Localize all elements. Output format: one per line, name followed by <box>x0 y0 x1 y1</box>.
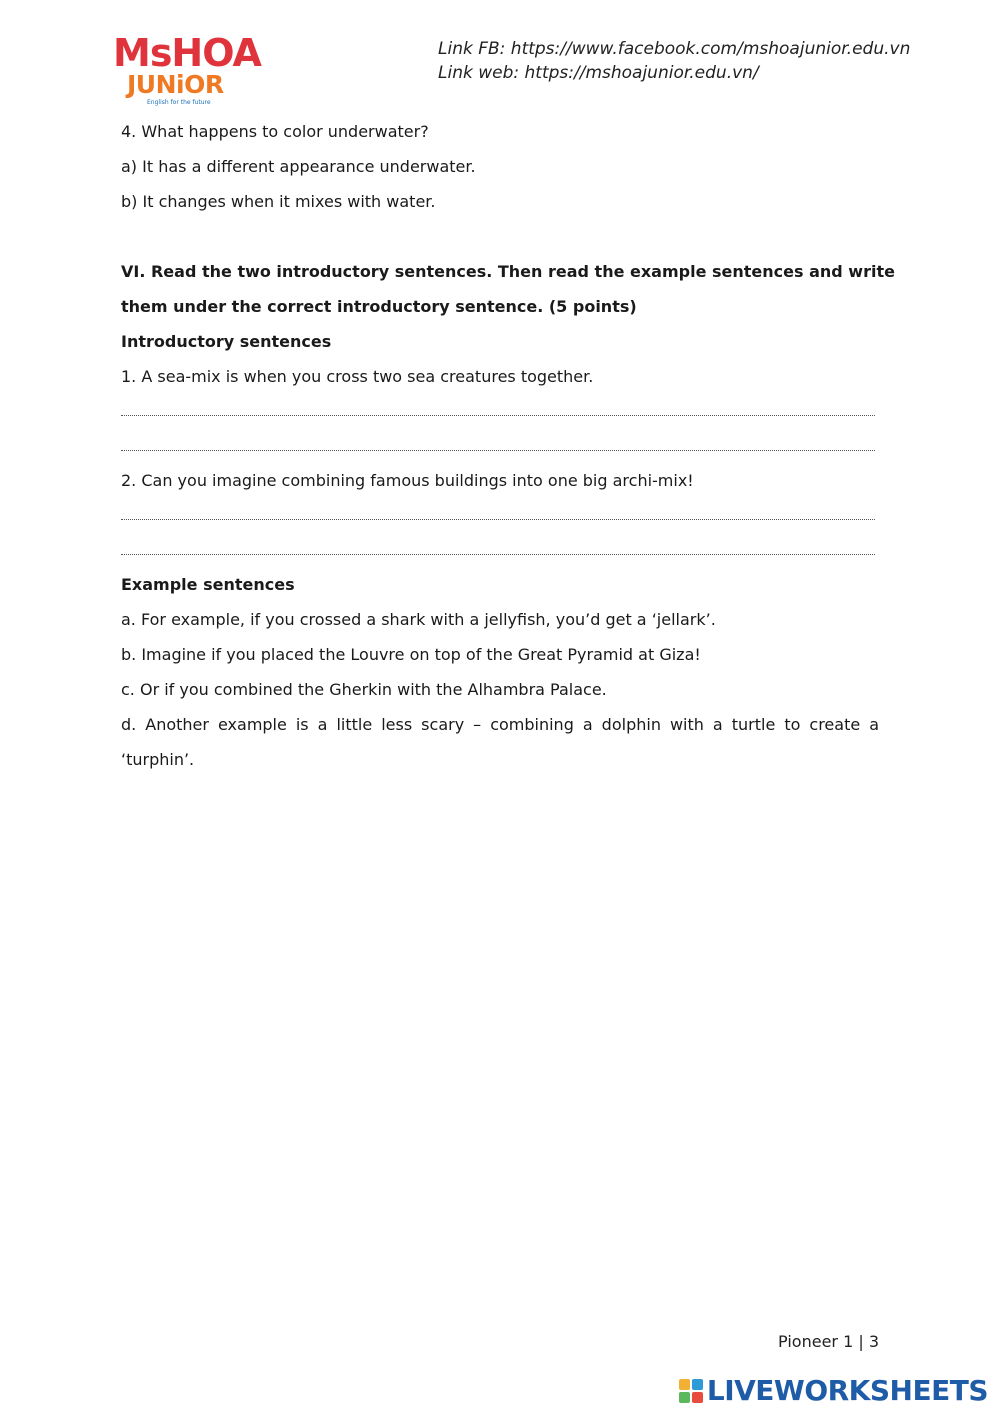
question-4-prompt: 4. What happens to color underwater? <box>121 122 429 141</box>
example-c: c. Or if you combined the Gherkin with the Alhambra Palace. <box>121 680 607 699</box>
liveworksheets-icon <box>679 1379 703 1403</box>
liveworksheets-wordmark: LIVEWORKSHEETS <box>706 1374 988 1407</box>
mshoa-junior-logo <box>113 33 263 111</box>
logo-sub-text: JUNiOR <box>127 70 224 99</box>
website-link[interactable]: Link web: https://mshoajunior.edu.vn/ <box>438 63 759 83</box>
intro-sentence-1: 1. A sea-mix is when you cross two sea creatures together. <box>121 367 594 386</box>
example-b: b. Imagine if you placed the Louvre on top of the Great Pyramid at Giza! <box>121 645 701 664</box>
answer-line-2a[interactable] <box>121 519 875 520</box>
liveworksheets-brand[interactable] <box>679 1374 988 1407</box>
logo-main-text: MsHOA <box>113 31 261 75</box>
answer-line-2b[interactable] <box>121 554 875 555</box>
section-6-heading-line-1: VI. Read the two introductory sentences. Then read the example sentences and write <box>121 262 895 281</box>
facebook-link[interactable]: Link FB: https://www.facebook.com/mshoajunior.edu.vn <box>438 39 911 59</box>
example-a: a. For example, if you crossed a shark with a jellyfish, you’d get a ‘jellark’. <box>121 610 716 629</box>
intro-sentence-2: 2. Can you imagine combining famous buildings into one big archi-mix! <box>121 471 694 490</box>
example-d-line-2: ‘turphin’. <box>121 750 195 769</box>
page-number: Pioneer 1 | 3 <box>778 1332 879 1351</box>
section-6-heading-line-2: them under the correct introductory sentence. (5 points) <box>121 297 637 316</box>
logo-tagline: English for the future <box>147 99 211 106</box>
answer-line-1b[interactable] <box>121 450 875 451</box>
question-4-option-a: a) It has a different appearance underwater. <box>121 157 476 176</box>
example-d-line-1: d. Another example is a little less scary – combining a dolphin with a turtle to create a <box>121 715 879 734</box>
header-links <box>438 37 910 85</box>
examples-title: Example sentences <box>121 575 295 594</box>
answer-line-1a[interactable] <box>121 415 875 416</box>
question-4-option-b: b) It changes when it mixes with water. <box>121 192 436 211</box>
introductory-title: Introductory sentences <box>121 332 332 351</box>
